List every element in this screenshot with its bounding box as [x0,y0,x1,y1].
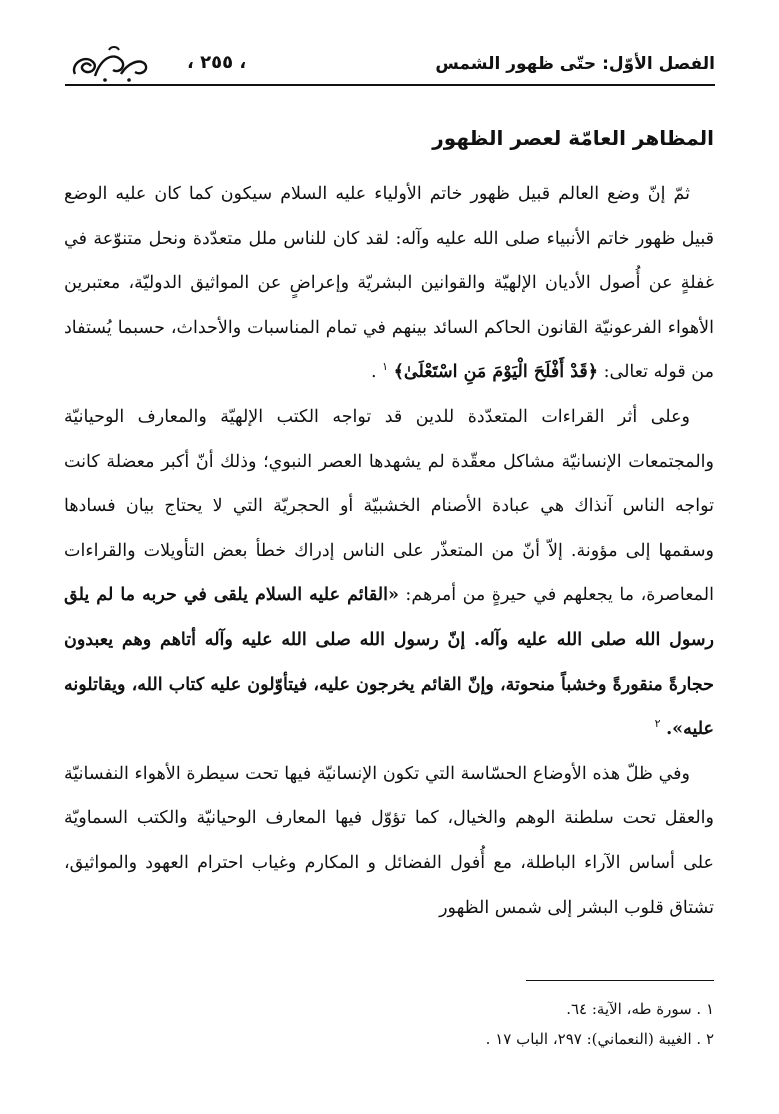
footnote-ref-2: ٢ [654,717,661,731]
footnote-ref-1: ١ [382,360,389,374]
section-heading: المظاهر العامّة لعصر الظهور [432,126,714,150]
running-title: الفصل الأوّل: حتّى ظهور الشمس [435,54,715,74]
hadith-quote: «القائم عليه السلام يلقى في حربه ما لم يلق رسول الله صلى الله عليه وآله. إنّ رسول الله صلى الله عليه وآله أتاهم وهم يعبدون حجارةً منقورةً وخشباً منحوتة، وإنّ القائم يخرجون عليه، فيتأوّلون عليه كتاب الله، ويقاتلونه عليه». [64,585,714,740]
paragraph-2-text: وعلى أثر القراءات المتعدّدة للدين قد تواجه الكتب الإلهيّة والمعارف الوحيانيّة والمجتمعات الإنسانيّة مشاكل معقّدة لم يشهدها العصر النبوي؛ وذلك أنّ أكبر معضلة كانت تواجه الناس آنذاك هي عبادة الأصنام الخشبيّة أو الحجريّة التي لا يحتاج بيان فسادها وسقمها إلى مؤونة. إلاّ أنّ من المتعذّر على الناس إدراك خطأ بعض التأويلات والقراءات المعاصرة، ما يجعلهم في حيرةٍ من أمرهم: [64,406,714,606]
page-number-decor-right: ، [187,52,194,73]
body-text [64,172,714,930]
quran-verse: ﴿قَدْ أَفْلَحَ الْيَوْمَ مَنِ اسْتَعْلَىٰ﴾ [393,362,599,383]
paragraph-3-text: وفي ظلّ هذه الأوضاع الحسّاسة التي تكون الإنسانيّة فيها تحت سيطرة الأهواء النفسانيّة والعقل تحت سلطنة الوهم والخيال، كما تؤوّل فيها المعارف الوحيانيّة والكتب السماويّة على أساس الآراء الباطلة، مع أُفول الفضائل و المكارم وغياب احترام العهود والمواثيق، تشتاق قلوب البشر إلى شمس الظهور [64,763,714,918]
footnote-2: ٢ . الغيبة (النعماني): ٢٩٧، الباب ١٧ . [485,1030,714,1048]
page-number [187,52,246,73]
paragraph-1 [64,172,714,395]
paragraph-2 [64,395,714,752]
footnotes [64,994,714,1054]
publisher-ornament-icon [65,44,151,86]
paragraph-1-text: ثمّ إنّ وضع العالم قبيل ظهور خاتم الأولياء عليه السلام سيكون كما كان عليه الوضع قبيل ظهور خاتم الأنبياء صلى الله عليه وآله: لقد كان للناس ملل متعدّدة ونحل متنوّعة في غفلةٍ عن أُصول الأديان الإلهيّة والقوانين البشريّة وإعراضٍ عن المواثيق الدوليّة، معتبرين الأهواء الفرعونيّة القانون الحاكم السائد بينهم في تمام المناسبات والأحداث، حسبما يُستفاد من قوله تعالى: [64,184,714,383]
page-number-value: ٢٥٥ [200,52,234,73]
page-header [65,40,715,86]
page-number-decor-left: ، [239,52,247,73]
header-divider [65,84,715,86]
footnote-1: ١ . سورة طه، الآية: ٦٤. [566,1000,714,1018]
footnote-divider [526,980,714,981]
paragraph-1-end: . [370,362,377,383]
paragraph-3 [64,752,714,930]
